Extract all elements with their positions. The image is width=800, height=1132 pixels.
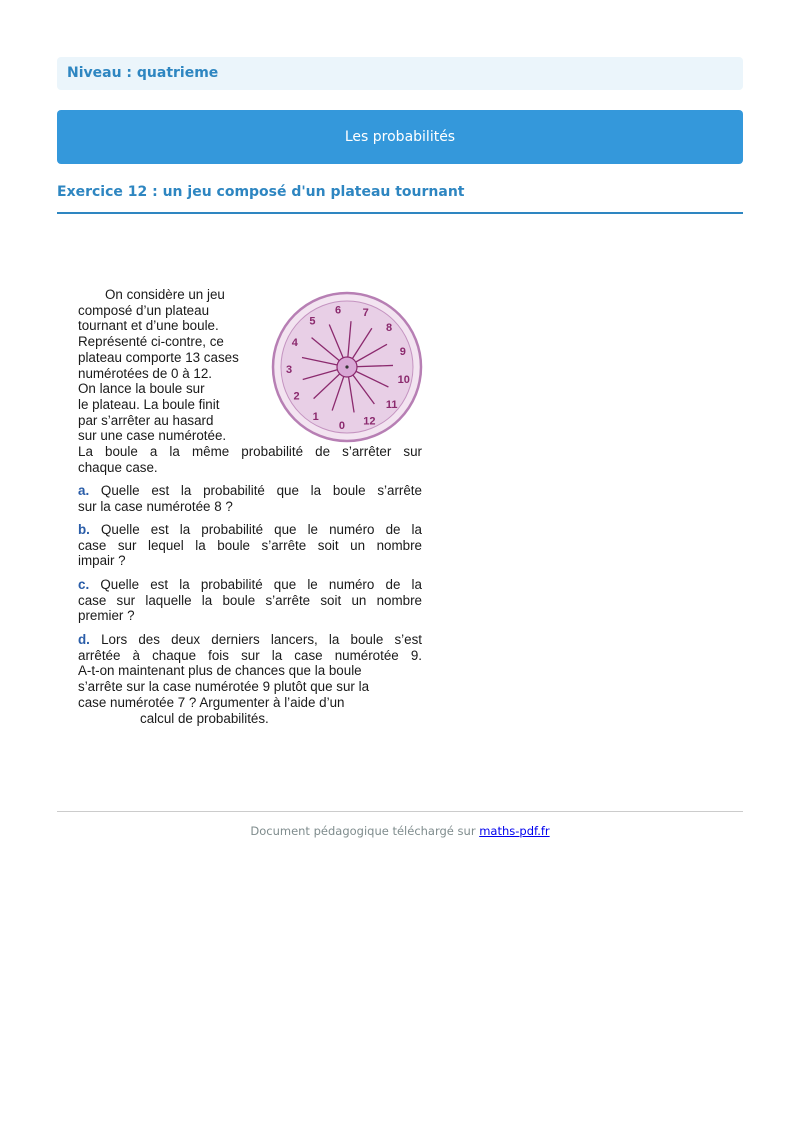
question-a-line: sur la case numérotée 8 ? bbox=[78, 498, 233, 514]
wheel-number: 3 bbox=[285, 363, 293, 376]
question-d-line: case numérotée 7 ? Argumenter à l’aide d’un bbox=[78, 694, 345, 710]
wheel-number: 5 bbox=[309, 315, 316, 328]
wheel-number: 8 bbox=[386, 322, 393, 335]
question-b-line: impair ? bbox=[78, 553, 126, 569]
intro-line: chaque case. bbox=[78, 459, 158, 475]
intro-line: composé d’un plateau bbox=[78, 302, 210, 318]
footer-text: Document pédagogique téléchargé sur bbox=[250, 824, 476, 838]
intro-line: On lance la boule sur bbox=[78, 381, 205, 397]
intro-line: numérotées de 0 à 12. bbox=[78, 365, 212, 381]
question-d-line: d. Lors des deux derniers lancers, la boule s’est bbox=[78, 632, 422, 647]
topic-title: Les probabilités bbox=[344, 129, 456, 145]
footer-divider bbox=[57, 811, 743, 812]
question-d-line: calcul de probabilités. bbox=[140, 710, 269, 726]
spinning-wheel bbox=[268, 290, 426, 444]
wheel-number: 1 bbox=[312, 410, 319, 423]
wheel-number: 9 bbox=[399, 346, 406, 359]
question-letter: c. bbox=[78, 577, 90, 592]
wheel-number: 6 bbox=[335, 304, 342, 317]
intro-line: tournant et d’une boule. bbox=[78, 318, 219, 334]
wheel-number: 4 bbox=[291, 336, 298, 349]
intro-line: par s’arrêter au hasard bbox=[78, 412, 214, 428]
intro-line: sur une case numérotée. bbox=[78, 428, 227, 444]
question-a-line: a. Quelle est la probabilité que la boule s’arrête bbox=[78, 483, 422, 498]
wheel-number: 0 bbox=[338, 419, 346, 432]
footer-link[interactable]: maths-pdf.fr bbox=[479, 824, 550, 838]
question-d-line: A-t-on maintenant plus de chances que la boule bbox=[78, 663, 362, 679]
footer bbox=[57, 824, 743, 838]
question-d-line: arrêtée à chaque fois sur la case numérotée 9. bbox=[78, 647, 422, 663]
wheel-number: 7 bbox=[362, 307, 369, 320]
question-d-line: s’arrête sur la case numérotée 9 plutôt que sur la bbox=[78, 679, 370, 695]
intro-line: On considère un jeu bbox=[105, 287, 225, 302]
question-letter: b. bbox=[78, 522, 90, 537]
wheel-number: 2 bbox=[293, 390, 300, 403]
question-c-line: case sur laquelle la boule s’arrête soit un nombre bbox=[78, 592, 422, 608]
question-b-line: case sur lequel la boule s’arrête soit un nombre bbox=[78, 537, 422, 553]
topic-banner bbox=[57, 110, 743, 164]
exercise-title: Exercice 12 : un jeu composé d'un plateau tournant bbox=[57, 184, 743, 214]
level-label: Niveau : quatrieme bbox=[57, 57, 743, 90]
exercise-scan bbox=[70, 287, 432, 727]
intro-line: le plateau. La boule finit bbox=[78, 396, 220, 412]
question-c-line: premier ? bbox=[78, 608, 135, 624]
wheel-number: 10 bbox=[397, 373, 410, 386]
intro-line: plateau comporte 13 cases bbox=[78, 349, 239, 365]
intro-line: Représenté ci-contre, ce bbox=[78, 334, 224, 350]
question-letter: a. bbox=[78, 483, 90, 498]
wheel-number: 11 bbox=[385, 398, 398, 411]
wheel-number: 12 bbox=[363, 415, 376, 428]
question-b-line: b. Quelle est la probabilité que le numéro de la bbox=[78, 522, 422, 537]
question-c-line: c. Quelle est la probabilité que le numéro de la bbox=[78, 577, 422, 592]
question-letter: d. bbox=[78, 632, 90, 647]
wheel-center bbox=[345, 365, 348, 368]
intro-line: La boule a la même probabilité de s’arrêter sur bbox=[78, 444, 422, 459]
